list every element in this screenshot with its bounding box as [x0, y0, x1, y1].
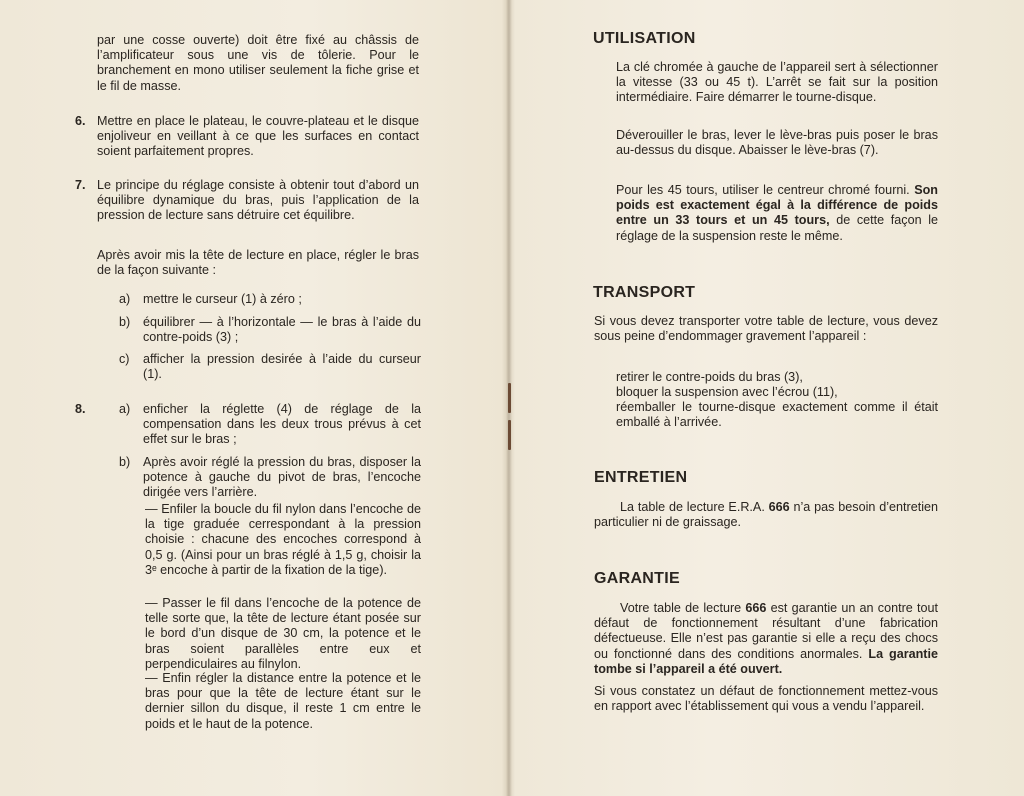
transport-p1: Si vous devez transporter votre table de lecture, vous devez sous peine d’endommager gravement l’appareil : — [594, 314, 938, 344]
step-7-number: 7. — [75, 178, 86, 192]
heading-garantie: GARANTIE — [594, 570, 680, 587]
model-number: 666 — [768, 500, 790, 514]
heading-utilisation: UTILISATION — [593, 30, 696, 47]
step-8-dash-2: — Passer le fil dans l’encoche de la potence de telle sorte que, la tête de lecture étant posée sur le bord d’un disque de 30 cm, la potence et le bras soient parallèles entre eux et perpendiculaires au filnylon. — [145, 596, 421, 671]
step-8-a-text: enficher la réglette (4) de réglage de la compensation dans les deux trous prévus à cet effet sur le bras ; — [143, 402, 421, 447]
utilisation-p3 — [616, 183, 938, 244]
step-8-dash-3: — Enfin régler la distance entre la potence et le bras pour que la tête de lecture étant sur le dernier sillon du disque, il reste 1 cm entre le poids et le haut de la potence. — [145, 671, 421, 731]
garantie-p1-start: Votre table de lecture — [620, 601, 742, 615]
heading-entretien: ENTRETIEN — [594, 469, 688, 486]
garantie-p1-bold: La garantie tombe si l’appareil a été ouvert. — [594, 646, 938, 676]
transport-line-1: retirer le contre-poids du bras (3), — [616, 370, 803, 384]
entretien-p-start: La table de lecture E.R.A. — [620, 500, 765, 514]
left-page — [0, 0, 508, 796]
step-7-text: Le principe du réglage consiste à obtenir tout d’abord un équilibre dynamique du bras, puis l’application de la pression de lecture sans détruire cet équilibre. — [97, 178, 419, 223]
list-item-a: mettre le curseur (1) à zéro ; — [143, 292, 302, 306]
utilisation-p3-bold: Son poids est exactement égal à la différence de poids entre un 33 tours et un 45 tours, — [616, 183, 938, 228]
list-item-c: afficher la pression desirée à l’aide du curseur (1). — [143, 352, 421, 382]
list-label: b) — [119, 315, 131, 329]
list-item-b: équilibrer — à l’horizontale — le bras à l’aide du contre-poids (3) ; — [143, 315, 421, 345]
staple-bottom — [508, 420, 511, 450]
right-page — [512, 0, 1024, 796]
entretien-p-end: n’a pas besoin d’entretien particulier ni de graissage. — [594, 500, 939, 530]
heading-transport: TRANSPORT — [593, 284, 696, 301]
step-6-number: 6. — [75, 114, 86, 128]
list-label: a) — [119, 402, 131, 416]
step-8-dash-1: — Enfiler la boucle du fil nylon dans l’encoche de la tige graduée cerrespondant à la pression choisie : chacune des encoches correspond à 0,5 g. (Ainsi pour un bras réglé à 1,5 g, choisir la 3ᵉ encoche à partir de la fixation de la tige). — [145, 502, 421, 577]
garantie-p1-mid: est garantie un an contre tout défaut de fonctionnement résultant d’une fabrication défectueuse. Elle n’est pas garantie si elle a reçu des chocs ou fonctionné dans des conditions anormales. — [594, 601, 938, 661]
utilisation-p2: Déverouiller le bras, lever le lève-bras puis poser le bras au-dessus du disque. Abaisser le lève-bras (7). — [616, 128, 938, 158]
step-6-text: Mettre en place le plateau, le couvre-plateau et le disque enjoliveur en veillant à ce que les surfaces en contact soient parfaitement propres. — [97, 114, 419, 159]
utilisation-p3-end: de cette façon le réglage de la suspension reste le même. — [616, 213, 938, 243]
list-label: a) — [119, 292, 131, 306]
garantie-p2: Si vous constatez un défaut de fonctionnement mettez-vous en rapport avec l’établissement qui vous a vendu l’appareil. — [594, 684, 938, 714]
entretien-paragraph — [594, 500, 938, 530]
step-7-after: Après avoir mis la tête de lecture en place, régler le bras de la façon suivante : — [97, 248, 419, 278]
staple-top — [508, 383, 511, 413]
step-8-number: 8. — [75, 402, 86, 416]
transport-line-3: réemballer le tourne-disque exactement comme il était emballé à l’arrivée. — [616, 400, 938, 430]
utilisation-p1: La clé chromée à gauche de l’appareil sert à sélectionner la vitesse (33 ou 45 t). L’arrêt se fait sur la position intermédiaire. Faire démarrer le tourne-disque. — [616, 60, 938, 105]
list-label: c) — [119, 352, 130, 366]
intro-paragraph: par une cosse ouverte) doit être fixé au châssis de l’amplificateur sous une vis de tôlerie. Pour le branchement en mono utiliser seulement la fiche grise et le fil de masse. — [97, 33, 419, 93]
list-label: b) — [119, 455, 131, 469]
transport-line-2: bloquer la suspension avec l’écrou (11), — [616, 385, 838, 399]
garantie-p1 — [594, 601, 938, 677]
model-number: 666 — [745, 601, 767, 615]
step-8-b-text: Après avoir réglé la pression du bras, disposer la potence à gauche du pivot de bras, l’encoche dirigée vers l’arrière. — [143, 455, 421, 500]
utilisation-p3-start: Pour les 45 tours, utiliser le centreur chromé fourni. — [616, 183, 910, 197]
